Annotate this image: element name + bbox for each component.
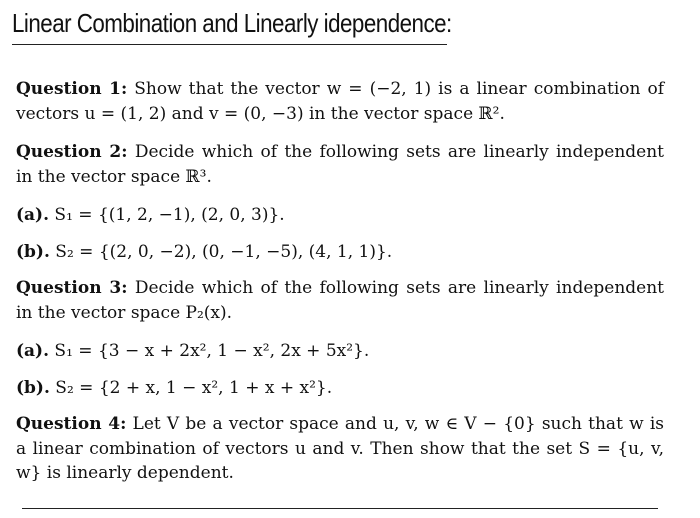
question-1-text: Show that the vector w = (−2, 1) is a linear combination of vectors u = (1, 2) and v = (0, −3) in the vector space ℝ². bbox=[16, 79, 664, 124]
question-3-item-a bbox=[16, 339, 664, 364]
question-3 bbox=[16, 276, 664, 325]
questions-content bbox=[16, 77, 664, 486]
page-title: Linear Combination and Linearly idependence: bbox=[12, 8, 452, 38]
item-text: S₁ = {3 − x + 2x², 1 − x², 2x + 5x²}. bbox=[49, 341, 370, 361]
question-2-text: Decide which of the following sets are linearly independent in the vector space ℝ³. bbox=[16, 142, 665, 187]
question-1-label: Question 1: bbox=[16, 79, 128, 99]
item-label: (a). bbox=[16, 205, 50, 225]
question-3-text: Decide which of the following sets are linearly independent in the vector space P₂(x). bbox=[16, 278, 665, 323]
question-2-item-b bbox=[16, 240, 664, 265]
question-4-text: Let V be a vector space and u, v, w ∈ V − {0} such that w is a linear combination of vectors u and v. Then show that the set S = {u, v, w} is linearly dependent. bbox=[16, 414, 664, 483]
item-text: S₂ = {2 + x, 1 − x², 1 + x + x²}. bbox=[49, 377, 333, 398]
question-4-label: Question 4: bbox=[16, 414, 127, 434]
question-3-item-b bbox=[16, 376, 664, 401]
item-label: (a). bbox=[16, 341, 50, 361]
title-underline bbox=[12, 44, 447, 45]
item-text: S₂ = {(2, 0, −2), (0, −1, −5), (4, 1, 1)}. bbox=[49, 241, 393, 262]
question-2-item-a bbox=[16, 203, 664, 228]
question-3-label: Question 3: bbox=[16, 278, 128, 298]
question-2-label: Question 2: bbox=[16, 142, 128, 162]
question-1 bbox=[16, 77, 664, 126]
item-label: (b). bbox=[16, 377, 50, 398]
bottom-rule bbox=[22, 508, 658, 509]
item-label: (b). bbox=[16, 241, 50, 262]
item-text: S₁ = {(1, 2, −1), (2, 0, 3)}. bbox=[49, 205, 285, 225]
question-4 bbox=[16, 412, 664, 486]
question-2 bbox=[16, 140, 664, 189]
